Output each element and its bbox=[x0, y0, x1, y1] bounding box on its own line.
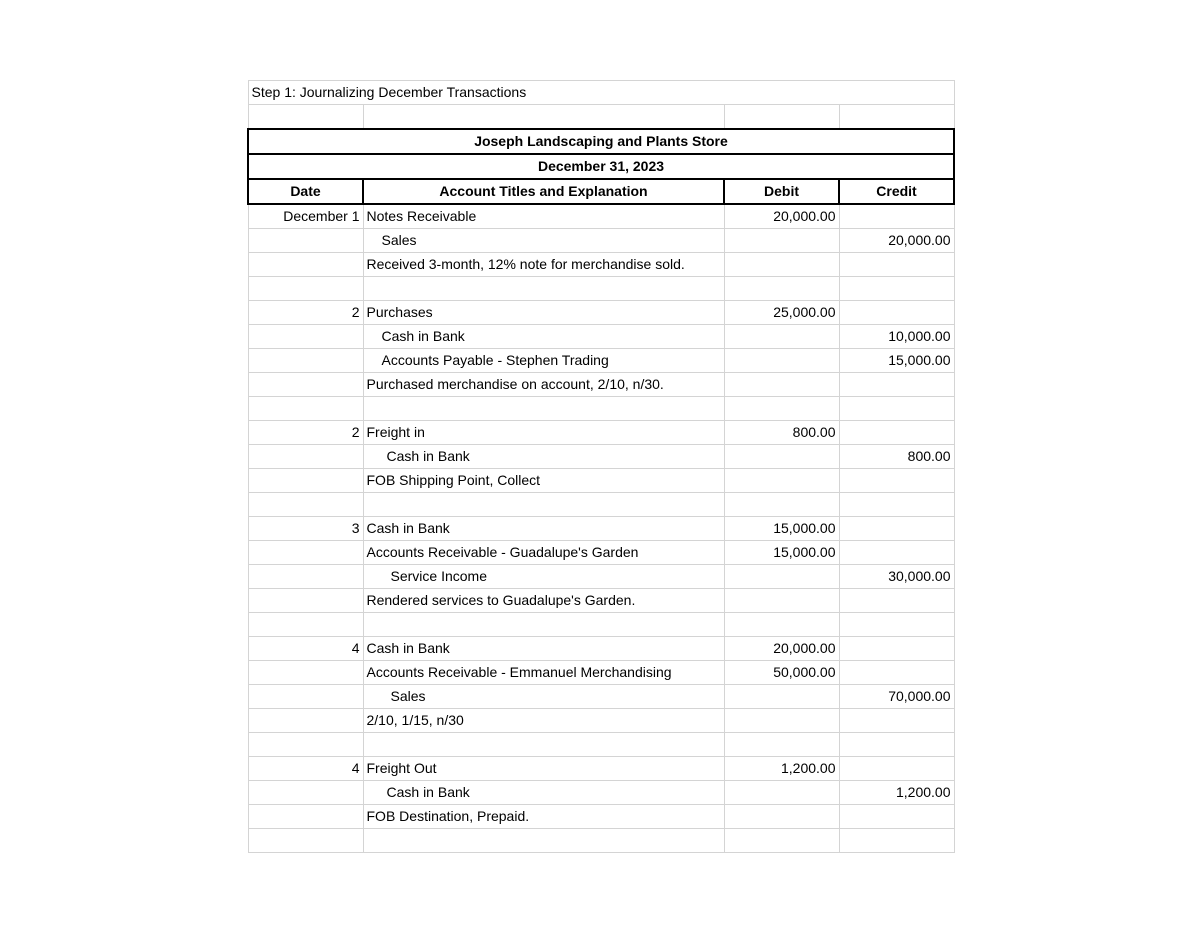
date-cell bbox=[248, 829, 363, 853]
credit-cell bbox=[839, 709, 954, 733]
date-cell: 4 bbox=[248, 637, 363, 661]
account-cell: Service Income bbox=[363, 565, 724, 589]
journal-row bbox=[248, 733, 954, 757]
debit-cell bbox=[724, 685, 839, 709]
debit-cell bbox=[724, 397, 839, 421]
date-cell bbox=[248, 661, 363, 685]
account-cell: Cash in Bank bbox=[363, 781, 724, 805]
column-header-row bbox=[248, 179, 954, 204]
debit-cell: 800.00 bbox=[724, 421, 839, 445]
account-cell bbox=[363, 829, 724, 853]
debit-column-header: Debit bbox=[724, 179, 839, 204]
period-date: December 31, 2023 bbox=[248, 154, 954, 179]
debit-cell: 20,000.00 bbox=[724, 204, 839, 229]
account-column-header: Account Titles and Explanation bbox=[363, 179, 724, 204]
credit-cell bbox=[839, 253, 954, 277]
debit-cell bbox=[724, 253, 839, 277]
account-cell: FOB Destination, Prepaid. bbox=[363, 805, 724, 829]
date-cell bbox=[248, 469, 363, 493]
journal-row bbox=[248, 805, 954, 829]
date-cell bbox=[248, 397, 363, 421]
journal-row bbox=[248, 517, 954, 541]
credit-cell: 10,000.00 bbox=[839, 325, 954, 349]
date-cell bbox=[248, 277, 363, 301]
journal-sheet bbox=[247, 80, 955, 853]
journal-row bbox=[248, 277, 954, 301]
date-cell bbox=[248, 541, 363, 565]
account-cell bbox=[363, 613, 724, 637]
credit-cell: 1,200.00 bbox=[839, 781, 954, 805]
account-cell: 2/10, 1/15, n/30 bbox=[363, 709, 724, 733]
date-cell bbox=[248, 613, 363, 637]
credit-cell bbox=[839, 277, 954, 301]
cell bbox=[724, 105, 839, 130]
account-cell: Freight Out bbox=[363, 757, 724, 781]
date-cell bbox=[248, 349, 363, 373]
date-cell bbox=[248, 253, 363, 277]
debit-cell bbox=[724, 805, 839, 829]
debit-cell bbox=[724, 445, 839, 469]
account-cell bbox=[363, 493, 724, 517]
cell bbox=[839, 105, 954, 130]
account-cell: Notes Receivable bbox=[363, 204, 724, 229]
debit-cell bbox=[724, 589, 839, 613]
account-cell bbox=[363, 277, 724, 301]
date-cell bbox=[248, 709, 363, 733]
journal-row bbox=[248, 685, 954, 709]
credit-cell: 800.00 bbox=[839, 445, 954, 469]
credit-cell bbox=[839, 493, 954, 517]
debit-cell bbox=[724, 709, 839, 733]
account-cell: Accounts Receivable - Guadalupe's Garden bbox=[363, 541, 724, 565]
cell bbox=[363, 105, 724, 130]
credit-cell: 30,000.00 bbox=[839, 565, 954, 589]
cell bbox=[248, 105, 363, 130]
journal-row bbox=[248, 493, 954, 517]
journal-row bbox=[248, 301, 954, 325]
account-cell: Received 3-month, 12% note for merchandise sold. bbox=[363, 253, 724, 277]
date-cell bbox=[248, 493, 363, 517]
credit-cell: 20,000.00 bbox=[839, 229, 954, 253]
debit-cell bbox=[724, 373, 839, 397]
account-cell: Accounts Payable - Stephen Trading bbox=[363, 349, 724, 373]
company-name: Joseph Landscaping and Plants Store bbox=[248, 129, 954, 154]
debit-cell bbox=[724, 325, 839, 349]
date-cell bbox=[248, 229, 363, 253]
account-cell: Accounts Receivable - Emmanuel Merchandising bbox=[363, 661, 724, 685]
date-cell: 3 bbox=[248, 517, 363, 541]
journal-row bbox=[248, 781, 954, 805]
credit-cell bbox=[839, 613, 954, 637]
date-cell bbox=[248, 373, 363, 397]
debit-cell bbox=[724, 349, 839, 373]
date-cell bbox=[248, 325, 363, 349]
debit-cell bbox=[724, 613, 839, 637]
step-title-row bbox=[248, 81, 954, 105]
date-column-header: Date bbox=[248, 179, 363, 204]
date-cell: December 1 bbox=[248, 204, 363, 229]
credit-cell: 15,000.00 bbox=[839, 349, 954, 373]
journal-row bbox=[248, 709, 954, 733]
period-row bbox=[248, 154, 954, 179]
credit-cell bbox=[839, 301, 954, 325]
journal-row bbox=[248, 637, 954, 661]
debit-cell: 20,000.00 bbox=[724, 637, 839, 661]
credit-cell bbox=[839, 589, 954, 613]
account-cell bbox=[363, 733, 724, 757]
credit-cell bbox=[839, 469, 954, 493]
journal-row bbox=[248, 253, 954, 277]
debit-cell: 1,200.00 bbox=[724, 757, 839, 781]
debit-cell bbox=[724, 565, 839, 589]
account-cell bbox=[363, 397, 724, 421]
credit-cell bbox=[839, 829, 954, 853]
date-cell: 2 bbox=[248, 301, 363, 325]
journal-row bbox=[248, 661, 954, 685]
step-title: Step 1: Journalizing December Transactions bbox=[248, 81, 954, 105]
journal-row bbox=[248, 325, 954, 349]
debit-cell: 15,000.00 bbox=[724, 541, 839, 565]
credit-cell bbox=[839, 733, 954, 757]
credit-cell: 70,000.00 bbox=[839, 685, 954, 709]
journal-row bbox=[248, 757, 954, 781]
journal-row bbox=[248, 565, 954, 589]
account-cell: Cash in Bank bbox=[363, 325, 724, 349]
date-cell bbox=[248, 589, 363, 613]
journal-row bbox=[248, 613, 954, 637]
date-cell: 2 bbox=[248, 421, 363, 445]
journal-row bbox=[248, 349, 954, 373]
credit-cell bbox=[839, 517, 954, 541]
debit-cell bbox=[724, 493, 839, 517]
date-cell: 4 bbox=[248, 757, 363, 781]
credit-cell bbox=[839, 637, 954, 661]
debit-cell bbox=[724, 781, 839, 805]
credit-cell bbox=[839, 541, 954, 565]
journal-row bbox=[248, 397, 954, 421]
credit-cell bbox=[839, 661, 954, 685]
date-cell bbox=[248, 445, 363, 469]
journal-row bbox=[248, 541, 954, 565]
date-cell bbox=[248, 805, 363, 829]
debit-cell bbox=[724, 469, 839, 493]
credit-cell bbox=[839, 421, 954, 445]
journal-row bbox=[248, 373, 954, 397]
journal-row bbox=[248, 445, 954, 469]
journal-row bbox=[248, 229, 954, 253]
debit-cell bbox=[724, 829, 839, 853]
date-cell bbox=[248, 565, 363, 589]
account-cell: FOB Shipping Point, Collect bbox=[363, 469, 724, 493]
debit-cell: 25,000.00 bbox=[724, 301, 839, 325]
account-cell: Cash in Bank bbox=[363, 637, 724, 661]
journal-row bbox=[248, 204, 954, 229]
date-cell bbox=[248, 733, 363, 757]
debit-cell bbox=[724, 733, 839, 757]
account-cell: Rendered services to Guadalupe's Garden. bbox=[363, 589, 724, 613]
debit-cell: 15,000.00 bbox=[724, 517, 839, 541]
account-cell: Purchases bbox=[363, 301, 724, 325]
journal-row bbox=[248, 469, 954, 493]
spacer-row bbox=[248, 105, 954, 130]
date-cell bbox=[248, 685, 363, 709]
credit-cell bbox=[839, 397, 954, 421]
account-cell: Cash in Bank bbox=[363, 517, 724, 541]
credit-cell bbox=[839, 757, 954, 781]
debit-cell bbox=[724, 277, 839, 301]
date-cell bbox=[248, 781, 363, 805]
company-row bbox=[248, 129, 954, 154]
credit-cell bbox=[839, 805, 954, 829]
credit-column-header: Credit bbox=[839, 179, 954, 204]
credit-cell bbox=[839, 204, 954, 229]
journal-row bbox=[248, 829, 954, 853]
journal-row bbox=[248, 421, 954, 445]
journal-row bbox=[248, 589, 954, 613]
account-cell: Sales bbox=[363, 229, 724, 253]
account-cell: Sales bbox=[363, 685, 724, 709]
account-cell: Cash in Bank bbox=[363, 445, 724, 469]
debit-cell: 50,000.00 bbox=[724, 661, 839, 685]
debit-cell bbox=[724, 229, 839, 253]
account-cell: Purchased merchandise on account, 2/10, n/30. bbox=[363, 373, 724, 397]
credit-cell bbox=[839, 373, 954, 397]
account-cell: Freight in bbox=[363, 421, 724, 445]
